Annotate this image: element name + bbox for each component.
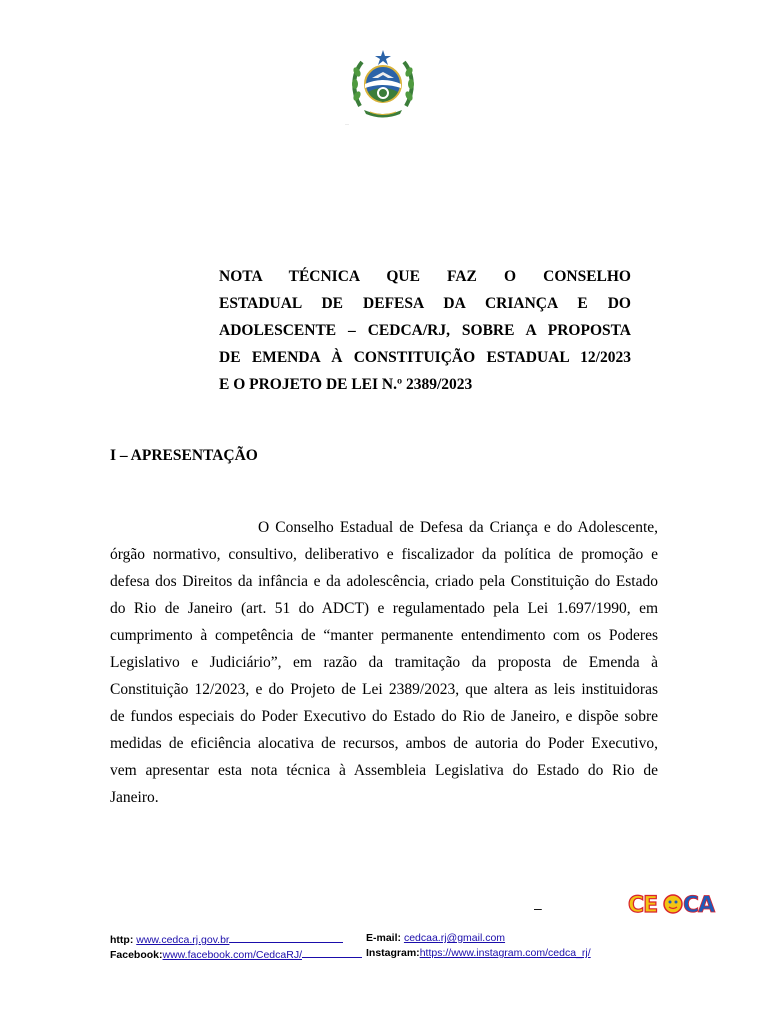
paragraph-line: Legislativo e Judiciário”, em razão da tramitação da proposta de Emenda à (110, 654, 658, 671)
paragraph-line: cumprimento à competência de “manter permanente entendimento com os Poderes (110, 627, 658, 644)
email-link[interactable]: cedcaa.rj@gmail.com (403, 932, 506, 944)
document-title (219, 263, 631, 398)
section-heading: I – APRESENTAÇÃO (110, 447, 258, 464)
title-line: E O PROJETO DE LEI N.º 2389/2023 (219, 376, 473, 393)
title-line: DE EMENDA À CONSTITUIÇÃO ESTADUAL 12/2023 (219, 349, 631, 366)
paragraph-line: medidas de eficiência alocativa de recursos, ambos de autoria do Poder Executivo, (110, 735, 658, 752)
paragraph-line: vem apresentar esta nota técnica à Assembleia Legislativa do Estado do Rio de (110, 762, 658, 779)
svg-text:CE: CE (628, 893, 658, 918)
title-line: ESTADUAL DE DEFESA DA CRIANÇA E DO (219, 295, 631, 312)
title-line: ADOLESCENTE – CEDCA/RJ, SOBRE A PROPOSTA (219, 322, 631, 339)
state-crest-icon (350, 48, 416, 120)
email-label: E-mail: (366, 932, 402, 944)
http-label: http: (110, 934, 134, 946)
paragraph-line: O Conselho Estadual de Defesa da Criança e do Adolescente, (258, 519, 658, 536)
paragraph-line: do Rio de Janeiro (art. 51 do ADCT) e regulamentado pela Lei 1.697/1990, em (110, 600, 658, 617)
paragraph-line: de fundos especiais do Poder Executivo do Estado do Rio de Janeiro, e dispõe sobre (110, 708, 658, 725)
facebook-link[interactable]: www.facebook.com/CedcaRJ/ (162, 949, 302, 961)
paragraph-line: Janeiro. (110, 789, 159, 806)
crest-mark: ·· (345, 122, 349, 128)
instagram-label: Instagram: (366, 947, 420, 959)
paragraph-line: Constituição 12/2023, e do Projeto de Lei 2389/2023, que altera as leis instituidoras (110, 681, 658, 698)
instagram-link[interactable]: https://www.instagram.com/cedca_rj/ (419, 947, 591, 959)
underline-fill (229, 931, 343, 943)
paragraph-line: defesa dos Direitos da infância e da adolescência, criado pela Constituição do Estado (110, 573, 658, 590)
footer-dash: – (534, 900, 542, 916)
underline-fill (302, 946, 362, 958)
paragraph-line: órgão normativo, consultivo, deliberativo e fiscalizador da política de promoção e (110, 546, 658, 563)
svg-text:CA: CA (683, 893, 715, 918)
website-link[interactable]: www.cedca.rj.gov.br (136, 934, 230, 946)
cedca-logo-icon (626, 888, 715, 918)
body-paragraph (110, 514, 658, 811)
title-line: NOTA TÉCNICA QUE FAZ O CONSELHO (219, 268, 631, 285)
facebook-label: Facebook: (110, 949, 163, 961)
